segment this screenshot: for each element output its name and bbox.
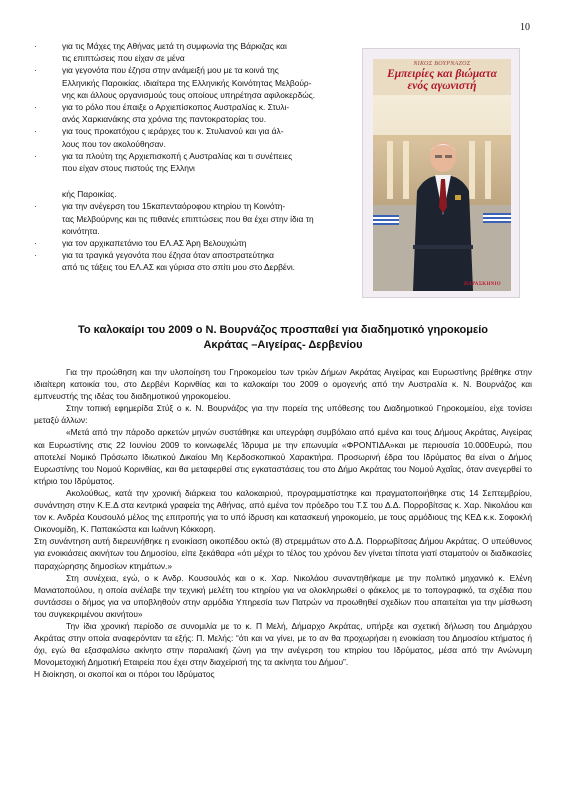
paragraph: «Μετά από την πάροδο αρκετών μηνών συστάθηκε και υπεγράφη συμβόλαιο από εμένα και τους Δήμους Ακράτας, Αιγείρας και Ευρωστίνης στις 22 Ιουνίου 2009 το κοινωφελές Ίδρυμα με την επωνυμία «ΦΡΟΝΤΙΔΑ»και με περιουσία 10.000Ευρώ, που αποτελεί Νομικό Πρόσωπο Ιδιωτικού Δικαίου Μη Κερδοσκοπικού Χαρακτήρα. Προσωρινή έδρα του Ιδρύματος θα είναι ο Δήμος Ευρωστίνης του Νομού Κορινθίας, και θα μεταφερθεί στις εγκαταστάσεις του στο Δήμο Ακράτας του Νομού Αχαΐας, όταν ανεγερθεί το κτήριο του Ιδρύματος.: [34, 427, 532, 486]
bullet-line: [34, 150, 348, 162]
bullet-line: [34, 213, 348, 225]
bullet-line: [34, 188, 348, 200]
book-cover-artwork: [373, 59, 511, 291]
bullet-text: για γεγονότα που έζησα στην ανάμειξή μου με τα κοινά της: [62, 65, 279, 76]
bullet-mark: ·: [34, 102, 37, 113]
bullet-text: για το ρόλο που έπαιξε ο Αρχιεπίσκοπος Αυστραλίας κ. Στυλι-: [62, 102, 290, 113]
bullet-line: [34, 249, 348, 261]
bullet-line: [34, 40, 348, 52]
section-title: [24, 323, 542, 352]
paragraph: Στην τοπική εφημερίδα Στύξ ο κ. Ν. Βουρνάζος για την πορεία της υπόθεσης του Διαδημοτικού Γηροκομείου, είχε τονίσει μεταξύ άλλων:: [34, 403, 532, 426]
bullet-line: [34, 52, 348, 64]
cover-title-line-2: ενός αγωνιστή: [407, 79, 477, 92]
paragraph: Στη συνέχεια, εγώ, ο κ Ανδρ. Κουσουλός και ο κ. Χαρ. Νικολάου συναντηθήκαμε με την πολιτικό μηχανικό κ. Ελένη Μανιατοπούλου, η οποία ανέλαβε την τεχνική μελέτη του κτηρίου για να ολοκληρωθεί ο φάκελος με το τοπογραφικό, τα σχέδια που συντάσσει ο δήμος για να υποβληθούν στην αρμόδια Υπηρεσία των Πατρών να προωθηθεί σχεδίων που απαιτείται για την μίσθωση του συγκεκριμένου ακινήτου»: [34, 572, 532, 619]
bullet-text: για τον αρχικαπετάνιο του ΕΛ.ΑΣ Άρη Βελουχιώτη: [62, 238, 247, 249]
paragraph: Ακολούθως, κατά την χρονική διάρκεια του καλοκαιριού, προγραμματίστηκε και πραγματοποιήθηκε στις 14 Σεπτεμβρίου, συνάντηση στην Κ.Ε.Δ στα κεντρικά γραφεία της Αθήνας, από εμένα τον πρόεδρο του Τ.Σ του Δ.Δ. Πορροβίτσας κ. Χαρ. Νικολάου και τον κ. Ανδρέα Κουσουλό μέλος της επιτροπής για το υπό ίδρυση και κατασκευή γηροκομείο, με τους αρμόδιους της ΚΕΔ κ.κ. Σοφοκλή Οικονομίδη, Κ. Παπακώστα και Ιωάννη Κόκκορη.: [34, 487, 532, 535]
article-body: [34, 366, 532, 680]
bullet-mark: ·: [34, 126, 37, 137]
bullet-mark: ·: [34, 41, 37, 51]
paragraph: Η διοίκηση, οι σκοποί και οι πόροι του Ιδρύματος: [34, 669, 215, 680]
bullet-line: [34, 125, 348, 137]
cover-author: ΝΙΚΟΣ ΒΟΥΡΝΑΖΟΣ: [413, 61, 471, 67]
bullet-mark: ·: [34, 150, 37, 161]
bullet-text: για τα πλούτη της Αρχιεπισκοπή ς Αυστραλίας και τι συνέπειες: [62, 150, 293, 161]
bullet-mark: ·: [34, 201, 37, 212]
cover-title: [373, 69, 511, 92]
bullet-line: [34, 89, 348, 101]
bullet-mark: ·: [34, 250, 37, 261]
bullet-line: [34, 174, 348, 188]
bullet-text: για τα τραγικά γεγονότα που έζησα όταν αποστρατεύτηκα: [62, 250, 274, 261]
paragraph: Για την προώθηση και την υλοποίηση του Γηροκομείου των τριών Δήμων Ακράτας Αιγείρας και Ευρωστίνης βρέθηκε στην ιδιαίτερη κατοικία του, στο Δερβένι Κορινθίας και το καλοκαίρι του 2009 ο ομογενής από την Αυστραλία κ. Ν. Βουρνάζος και εμπνευστής της ιδέας του διαδημοτικού γηροκομείου.: [34, 367, 532, 402]
bullet-text: λους που τον ακολούθησαν.: [62, 138, 166, 149]
bullet-line: [34, 225, 348, 237]
bullet-line: [34, 138, 348, 150]
bullet-text: κοινότητα.: [62, 225, 100, 236]
section-title-line-1: Το καλοκαίρι του 2009 ο Ν. Βουρνάζος προσπαθεί για διαδημοτικό γηροκομείο: [78, 324, 488, 336]
bullet-line: [34, 261, 348, 273]
cover-publisher: ΠΑΡΑΣΚΗΝΙΟ: [464, 282, 501, 287]
bullet-line: [34, 77, 348, 89]
bullet-line: [34, 64, 348, 76]
cover-photo: [373, 95, 511, 291]
paragraph: Την ίδια χρονική περίοδο σε συνομιλία με το κ. Π Μελή, Δήμαρχο Ακράτας, υπήρξε και σχετική δήλωση του Δημάρχου Ακράτας στην οποία αναφερόνταν τα εξής: Π. Μελής: “ότι και να γίνει, με το αν θα προχωρήσει η ενοικίαση του Δημοσίου κτήματος ή όχι, εγώ θα εξασφαλίσω ακίνητο στην παραλιακή ζώνη για την ανέγερση του κτηρίου του Ιδρύματος, μέσα από την Ανώνυμη Μονομετοχική Δημοτική Εταιρεία που έχει στην διαχείρισή της τα ακίνητα του Δήμου”.: [34, 620, 532, 668]
book-cover: [362, 48, 520, 298]
bullet-line: [34, 113, 348, 125]
bullet-text: που είχαν στους πιστούς της Ελληνι: [62, 163, 195, 174]
bullet-mark: ·: [34, 238, 37, 249]
bullet-line: [34, 101, 348, 113]
bullet-text: τις επιπτώσεις που είχαν σε μένα: [62, 53, 185, 64]
bullet-list: [34, 40, 348, 274]
bullet-line: [34, 162, 348, 174]
bullet-text: τας Μελβούρνης και τις πιθανές επιπτώσεις που θα έχει στην ίδια τη: [62, 213, 314, 224]
cover-title-line-1: Εμπειρίες και βιώματα: [387, 68, 497, 80]
bullet-text: Ελληνικής Παροικίας. ιδιαίτερα της Ελληνικής Κοινότητας Μελβούρ-: [62, 77, 312, 88]
paragraph: Στη συνάντηση αυτή διερευνήθηκε η ενοικίαση οικοπέδου οκτώ (8) στρεμμάτων στο Δ.Δ. Πορρωβίτσας Δήμου Ακράτας. Ο υπεύθυνος για ενοικιάσεις ακινήτων του Δημοσίου, είπε ξεκάθαρα «ότι μέχρι το τέλος του χρόνου δεν γίνεται τίποτα γιατί σταματούν οι διαδικασίες παραχώρησης δημοσίων κτημάτων.»: [34, 536, 532, 571]
bullet-mark: ·: [34, 65, 37, 76]
page-number: 10: [520, 22, 530, 33]
bullet-text: από τις τάξεις του ΕΛ.ΑΣ και γύρισα στο σπίτι μου στο Δερβένι.: [62, 262, 296, 273]
bullet-line: [34, 200, 348, 212]
section-title-line-2: Ακράτας –Αιγείρας- Δερβενίου: [203, 338, 363, 351]
bullet-line: [34, 237, 348, 249]
bullet-text: για τις Μάχες της Αθήνας μετά τη συμφωνία της Βάρκιζας και: [62, 41, 287, 51]
bullet-text: κής Παροικίας.: [62, 189, 117, 200]
bullet-text: για τους προκατόχου ς ιεράρχες του κ. Στυλιανού και για άλ-: [62, 126, 284, 137]
bullet-text: για την ανέγερση του 15καπενταόροφου κτηρίου τη Κοινότη-: [62, 201, 286, 212]
bullet-text: νης και άλλους οργανισμούς τους οποίους υπηρέτησα αφιλοκερδώς.: [62, 89, 316, 100]
bullet-text: ανός Χαρκιανάκης στα χρόνια της παντοκρατορίας του.: [62, 114, 267, 125]
